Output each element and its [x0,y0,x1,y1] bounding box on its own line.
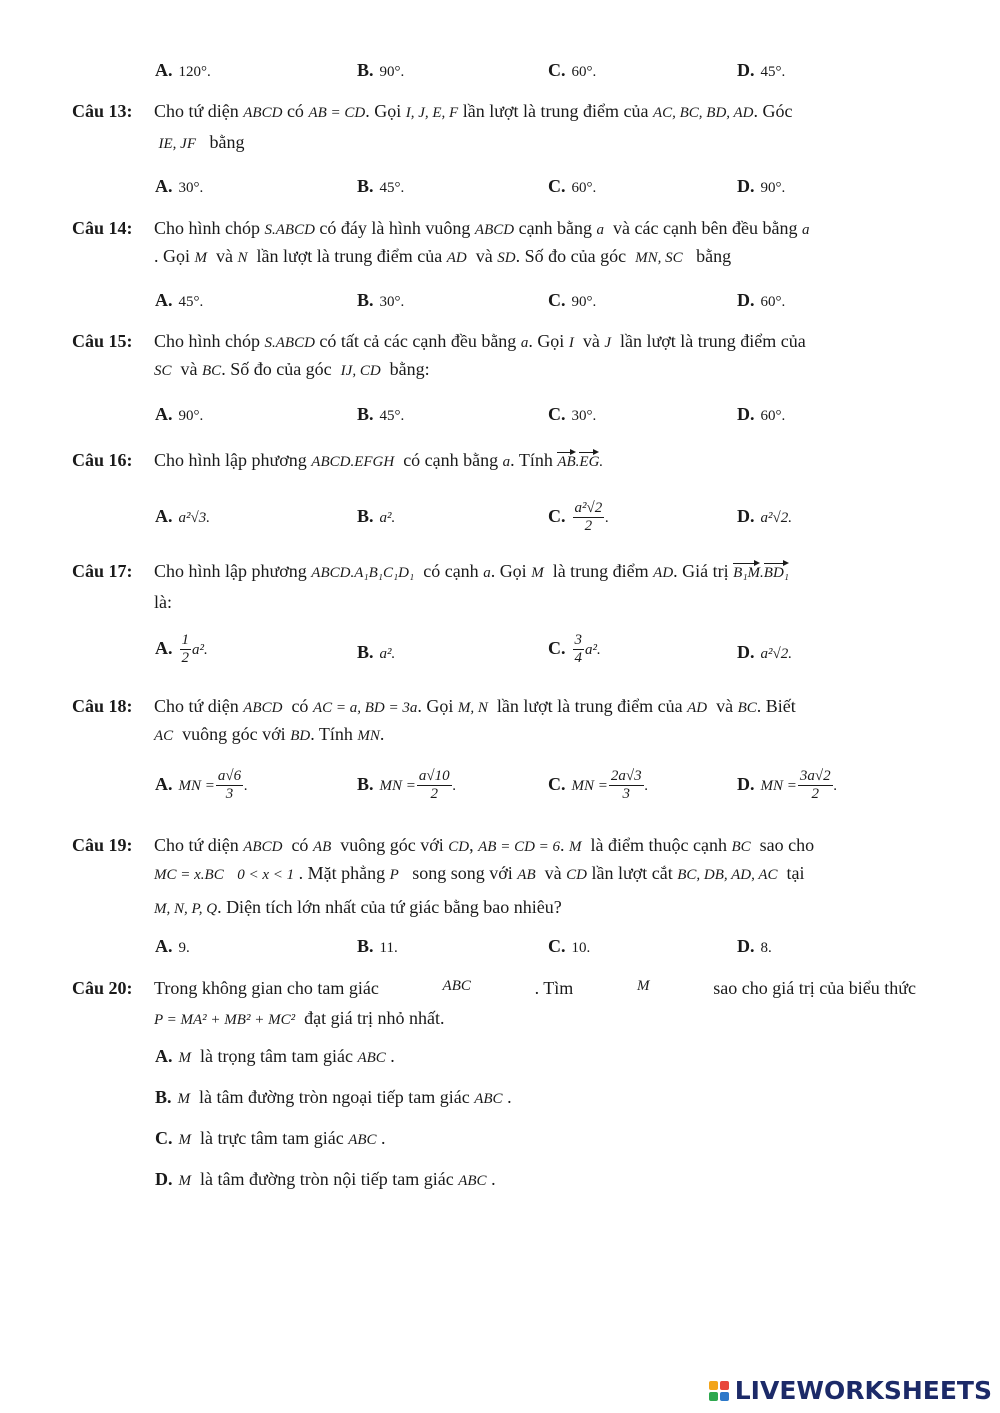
logo-square-3 [709,1392,718,1401]
question-16 [72,450,920,480]
q12-option-a[interactable]: A. 120°. [155,60,211,80]
q20-option-a[interactable]: A. M là trọng tâm tam giác ABC . [155,1046,395,1066]
question-text-line2: . Gọi M và N lần lượt là trung điểm của AD và SD. Số đo của góc MN, SC bằng [154,246,732,266]
fraction: $\frac{a√6}{3}$ [217,768,242,803]
fraction: $\frac{3a√2}{2}$ [799,768,831,803]
question-text-line2: MC = x.BC 0 < x < 1 . Mặt phẳng P song song với AB và CD lần lượt cắt BC, DB, AD, AC tại [154,863,805,883]
liveworksheets-logo [709,1376,992,1405]
q18-option-c[interactable]: C. MN = $\frac{2a√3}{3}$ . [548,768,649,803]
q13-option-c[interactable]: C. 60°. [548,176,597,196]
q13-option-a[interactable]: A. 30°. [155,176,204,196]
question-text: Cho hình chóp S.ABCD có đáy là hình vuông ABCD cạnh bằng a và các cạnh bên đều bằng a [154,218,810,238]
q12-option-b[interactable]: B. 90°. [357,60,405,80]
q17-options [0,632,1000,678]
q18-option-b[interactable]: B. MN = $\frac{a√10}{2}$ . [357,768,457,803]
q20-option-b[interactable]: B. M là tâm đường tròn ngoại tiếp tam giác ABC . [155,1087,512,1107]
question-text-line2: SC và BC. Số đo của góc IJ, CD bằng: [154,359,430,379]
question-14 [72,218,920,278]
q20-option-d[interactable]: D. M là tâm đường tròn nội tiếp tam giác ABC . [155,1169,496,1189]
logo-square-1 [709,1381,718,1390]
q15-option-c[interactable]: C. 30°. [548,404,597,424]
question-number: Câu 18: [72,696,133,716]
q20-option-c[interactable]: C. M là trực tâm tam giác ABC . [155,1128,386,1148]
vector-ab: AB [557,454,576,470]
q18-options [0,768,1000,814]
question-text-line3: M, N, P, Q. Diện tích lớn nhất của tứ giác bằng bao nhiêu? [154,897,562,917]
q18-option-a[interactable]: A. MN = $\frac{a√6}{3}$ . [155,768,248,803]
q16-option-a[interactable]: A. a²√3. [155,506,210,526]
question-text: Cho tứ diện ABCD có AB = CD. Gọi I, J, E, F lần lượt là trung điểm của AC, BC, BD, AD. Góc [154,101,793,121]
question-number: Câu 19: [72,835,133,855]
fraction: $\frac{\text{a²√2}}{2}$ [574,500,603,535]
q15-options [0,404,1000,434]
q17-option-a[interactable]: A. $\frac{1}{2}$ a². [155,632,208,667]
liveworksheets-logo-icon [709,1381,729,1401]
logo-square-4 [720,1392,729,1401]
q17-option-d[interactable]: D. a²√2. [737,642,792,662]
fraction: $\frac{a√10}{2}$ [418,768,450,803]
q19-option-c[interactable]: C. 10. [548,936,591,956]
q19-option-a[interactable]: A. 9. [155,936,190,956]
q19-option-b[interactable]: B. 11. [357,936,398,956]
question-17 [72,561,920,621]
fraction: $\frac{2a√3}{3}$ [610,768,642,803]
question-number: Câu 14: [72,218,133,238]
question-number: Câu 17: [72,561,133,581]
q14-option-b[interactable]: B. 30°. [357,290,405,310]
vector-b1m: B₁M [733,565,761,581]
question-19 [72,835,920,925]
logo-square-2 [720,1381,729,1390]
q15-option-a[interactable]: A. 90°. [155,404,204,424]
q14-option-d[interactable]: D. 60°. [737,290,786,310]
q13-option-b[interactable]: B. 45°. [357,176,405,196]
q15-option-b[interactable]: B. 45°. [357,404,405,424]
q12-option-c[interactable]: C. 60°. [548,60,597,80]
question-18 [72,696,920,756]
q19-options [0,936,1000,966]
question-13 [72,101,920,231]
fraction: $\frac{3}{4}$ [574,632,582,667]
question-text: Trong không gian cho tam giác ABC . Tìm M sao cho giá trị của biểu thức [154,978,916,998]
question-text-line2: IE, JF bằng [158,132,245,152]
question-15 [72,331,920,391]
q16-option-c[interactable]: C. $\frac{\text{a²√2}}{2}$ . [548,500,609,535]
question-text-line2: P = MA² + MB² + MC² đạt giá trị nhỏ nhất. [154,1008,445,1028]
q14-option-a[interactable]: A. 45°. [155,290,204,310]
q15-option-d[interactable]: D. 60°. [737,404,786,424]
q18-option-d[interactable]: D. MN = $\frac{3a√2}{2}$ . [737,768,838,803]
fraction: $\frac{1}{2}$ [181,632,189,667]
q13-option-d[interactable]: D. 90°. [737,176,786,196]
question-text: Cho tứ diện ABCD có AC = a, BD = 3a. Gọi M, N lần lượt là trung điểm của AD và BC. Biết [154,696,796,716]
question-text: Cho hình lập phương ABCD.A₁B₁C₁D₁ có cạnh a. Gọi M là trung điểm AD. Giá trị B₁M.BD₁ [154,561,790,581]
question-number: Câu 16: [72,450,133,470]
q13-options [0,176,1000,206]
q16-option-b[interactable]: B. a². [357,506,396,526]
question-text: Cho hình lập phương ABCD.EFGH có cạnh bằng a. Tính AB.EG. [154,450,604,470]
logo-text: LIVEWORKSHEETS [734,1376,992,1405]
q12-option-d[interactable]: D. 45°. [737,60,786,80]
question-number: Câu 13: [72,101,133,121]
question-number: Câu 20: [72,978,133,998]
q19-option-d[interactable]: D. 8. [737,936,772,956]
question-text: Cho tứ diện ABCD có AB vuông góc với CD, AB = CD = 6. M là điểm thuộc cạnh BC sao cho [154,835,815,855]
q14-options [0,290,1000,320]
question-text-line2: là: [154,592,172,612]
question-text-line2: AC vuông góc với BD. Tính MN. [154,724,385,744]
question-20 [72,978,920,1038]
q12-options [0,60,1000,90]
q16-options [0,500,1000,544]
q17-option-b[interactable]: B. a². [357,642,396,662]
vector-bd1: BD₁ [763,565,790,581]
q14-option-c[interactable]: C. 90°. [548,290,597,310]
q16-option-d[interactable]: D. a²√2. [737,506,792,526]
vector-eg: EG [579,454,600,470]
question-text: Cho hình chóp S.ABCD có tất cả các cạnh đều bằng a. Gọi I và J lần lượt là trung điểm của [154,331,806,351]
question-number: Câu 15: [72,331,133,351]
q17-option-c[interactable]: C. $\frac{3}{4}$ a². [548,632,601,667]
